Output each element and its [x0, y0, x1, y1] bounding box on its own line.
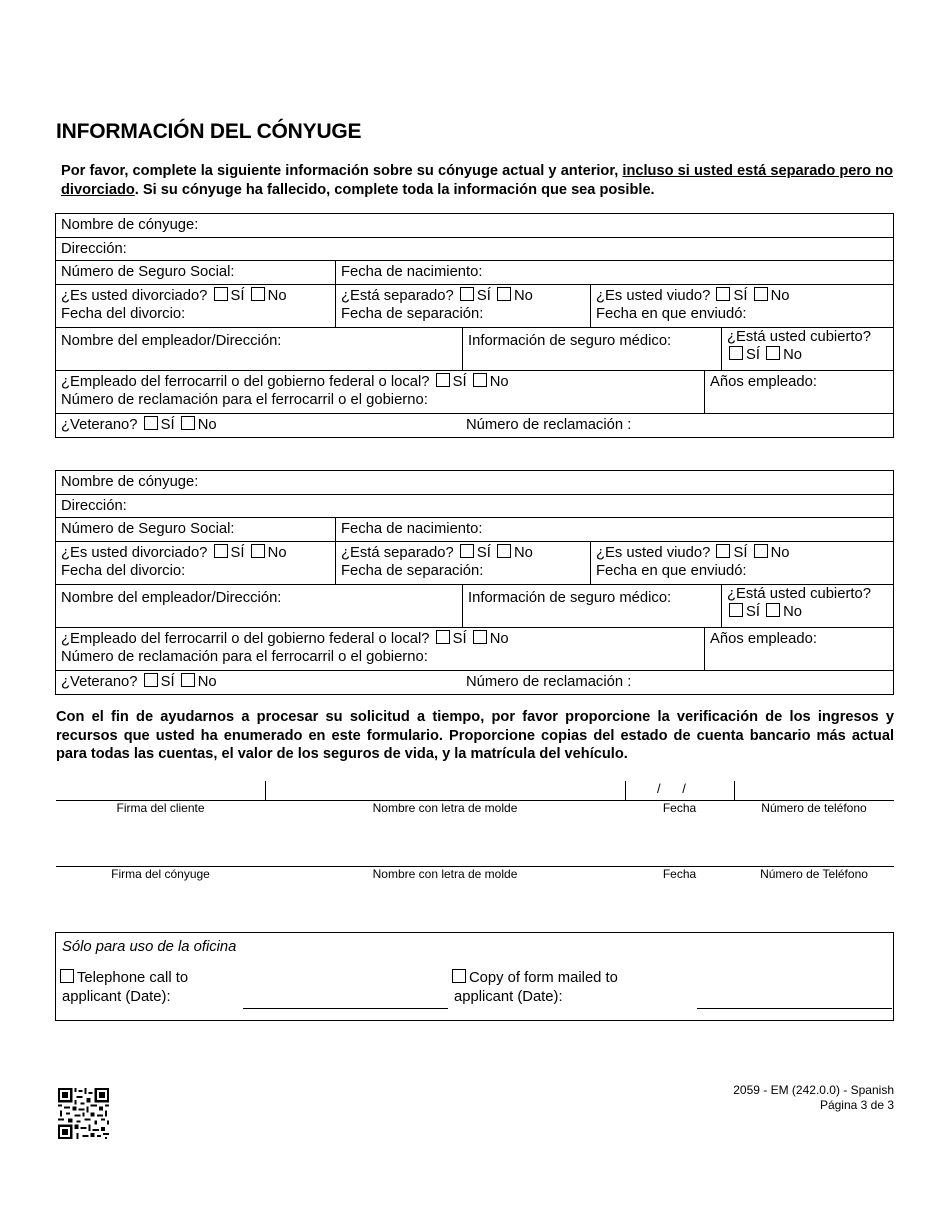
widowed-no-checkbox[interactable] — [754, 544, 768, 558]
divider — [265, 781, 266, 801]
no-label: No — [489, 374, 509, 390]
divorced-yes-checkbox[interactable] — [214, 287, 228, 301]
office-use-heading: Sólo para uso de la oficina — [62, 939, 237, 955]
copy-mailed-label-2: applicant (Date): — [454, 989, 563, 1005]
veteran-row — [56, 414, 893, 437]
yes-label: SÍ — [452, 631, 467, 647]
no-label: No — [197, 674, 217, 690]
claim-number-field[interactable] — [461, 671, 893, 694]
yes-label: SÍ — [733, 545, 748, 561]
ssn-field[interactable] — [56, 261, 335, 284]
separated-label: ¿Está separado? — [341, 288, 454, 304]
years-employed-field[interactable] — [704, 628, 893, 670]
veteran-no-checkbox[interactable] — [181, 416, 195, 430]
no-label: No — [513, 288, 533, 304]
insurance-field[interactable] — [462, 585, 721, 627]
no-label: No — [783, 604, 803, 620]
dob-label: Fecha de nacimiento: — [341, 264, 483, 280]
insurance-field[interactable] — [462, 328, 721, 370]
intro-text-1: Por favor, complete la siguiente información sobre su cónyuge actual y anterior, — [61, 163, 623, 179]
no-label: No — [197, 417, 217, 433]
claim-number-label: Número de reclamación : — [466, 674, 632, 690]
yes-label: SÍ — [452, 374, 467, 390]
covered-yes-checkbox[interactable] — [729, 346, 743, 360]
spouse-form-2 — [55, 470, 894, 695]
print-name-label: Nombre con letra de molde — [372, 867, 518, 881]
insurance-label: Información de seguro médico: — [468, 590, 672, 606]
separated-yes-checkbox[interactable] — [460, 544, 474, 558]
print-name-label: Nombre con letra de molde — [372, 801, 518, 815]
veteran-yes-checkbox[interactable] — [144, 673, 158, 687]
widowed-label: ¿Es usted viudo? — [596, 288, 711, 304]
dob-label: Fecha de nacimiento: — [341, 521, 483, 537]
employer-row — [56, 585, 893, 628]
yes-label: SÍ — [160, 674, 175, 690]
divorced-no-checkbox[interactable] — [251, 544, 265, 558]
covered-yes-checkbox[interactable] — [729, 603, 743, 617]
employer-row — [56, 328, 893, 371]
separated-no-checkbox[interactable] — [497, 544, 511, 558]
no-label: No — [783, 347, 803, 363]
verification-paragraph: Con el fin de ayudarnos a procesar su solicitud a tiempo, por favor proporcione la verificación de los ingresos y recursos que usted ha enumerado en este formulario. Proporcione copias del estado de cuenta bancario más actual para todas las cuentas, el valor de los seguros de vida, y la matrícula del vehículo. — [56, 709, 894, 762]
years-employed-label: Años empleado: — [710, 631, 817, 647]
address-label: Dirección: — [61, 241, 127, 257]
divider — [625, 781, 626, 801]
claim-number-label: Número de reclamación : — [466, 417, 632, 433]
yes-label: SÍ — [746, 604, 760, 620]
yes-label: SÍ — [160, 417, 175, 433]
ssn-label: Número de Seguro Social: — [61, 521, 235, 537]
date-label: Fecha — [662, 867, 697, 881]
ssn-field[interactable] — [56, 518, 335, 541]
separated-label: ¿Está separado? — [341, 545, 454, 561]
widowed-date-label: Fecha en que enviudó: — [596, 306, 747, 322]
separation-date-label: Fecha de separación: — [341, 563, 484, 579]
yes-label: SÍ — [476, 545, 491, 561]
spouse-phone-label: Número de Teléfono — [760, 867, 868, 881]
divorced-label: ¿Es usted divorciado? — [61, 545, 208, 561]
office-use-box — [55, 932, 894, 1021]
railroad-yes-checkbox[interactable] — [436, 373, 450, 387]
railroad-row — [56, 628, 893, 671]
yes-label: SÍ — [230, 288, 245, 304]
spouse-name-row[interactable] — [56, 471, 893, 495]
form-id: 2059 - EM (242.0.0) - Spanish — [733, 1083, 894, 1097]
no-label: No — [513, 545, 533, 561]
dob-field[interactable] — [335, 518, 893, 541]
copy-date-line[interactable] — [697, 1008, 892, 1009]
page-number: Página 3 de 3 — [819, 1098, 894, 1112]
marital-row — [56, 285, 893, 328]
veteran-yes-checkbox[interactable] — [144, 416, 158, 430]
separation-date-label: Fecha de separación: — [341, 306, 484, 322]
client-signature-label: Firma del cliente — [116, 801, 205, 815]
veteran-row — [56, 671, 893, 694]
railroad-claim-label: Número de reclamación para el ferrocarril o el gobierno: — [61, 649, 428, 665]
yes-label: SÍ — [733, 288, 748, 304]
separated-yes-checkbox[interactable] — [460, 287, 474, 301]
insurance-label: Información de seguro médico: — [468, 333, 672, 349]
no-label: No — [770, 288, 790, 304]
divorced-label: ¿Es usted divorciado? — [61, 288, 208, 304]
years-employed-label: Años empleado: — [710, 374, 817, 390]
railroad-label: ¿Empleado del ferrocarril o del gobierno federal o local? — [61, 631, 430, 647]
railroad-yes-checkbox[interactable] — [436, 630, 450, 644]
intro-text-2: . Si su cónyuge ha fallecido, complete toda la información que sea posible. — [134, 181, 655, 198]
qr-code-icon — [58, 1088, 109, 1139]
address-label: Dirección: — [61, 498, 127, 514]
spouse-name-row[interactable] — [56, 214, 893, 238]
ssn-dob-row — [56, 518, 893, 542]
covered-label: ¿Está usted cubierto? — [727, 329, 871, 345]
veteran-no-checkbox[interactable] — [181, 673, 195, 687]
no-label: No — [489, 631, 509, 647]
employer-field[interactable] — [56, 328, 462, 370]
employer-label: Nombre del empleador/Dirección: — [61, 590, 282, 606]
railroad-row — [56, 371, 893, 414]
intro-underlined: incluso si usted está separado pero no divorciado — [61, 163, 893, 198]
widowed-no-checkbox[interactable] — [754, 287, 768, 301]
employer-field[interactable] — [56, 585, 462, 627]
divorced-yes-checkbox[interactable] — [214, 544, 228, 558]
address-row[interactable] — [56, 238, 893, 261]
spouse-signature-label: Firma del cónyuge — [111, 867, 210, 881]
yes-label: SÍ — [746, 347, 760, 363]
client-phone-label: Número de teléfono — [761, 801, 867, 815]
covered-label: ¿Está usted cubierto? — [727, 586, 871, 602]
telephone-call-label: Telephone call to — [77, 970, 189, 986]
separated-no-checkbox[interactable] — [497, 287, 511, 301]
veteran-label: ¿Veterano? — [61, 674, 138, 690]
employer-label: Nombre del empleador/Dirección: — [61, 333, 282, 349]
covered-no-checkbox[interactable] — [766, 346, 780, 360]
yes-label: SÍ — [476, 288, 491, 304]
railroad-no-checkbox[interactable] — [473, 373, 487, 387]
page-title: INFORMACIÓN DEL CÓNYUGE — [56, 120, 362, 143]
spouse-name-label: Nombre de cónyuge: — [61, 474, 199, 490]
date-slashes: / / — [657, 781, 686, 796]
copy-mailed-item — [452, 969, 618, 1007]
telephone-date-line[interactable] — [243, 1008, 448, 1009]
no-label: No — [267, 545, 287, 561]
divider — [734, 781, 735, 801]
ssn-label: Número de Seguro Social: — [61, 264, 235, 280]
date-label: Fecha — [662, 801, 697, 815]
years-employed-field[interactable] — [704, 371, 893, 413]
dob-field[interactable] — [335, 261, 893, 284]
railroad-label: ¿Empleado del ferrocarril o del gobierno federal o local? — [61, 374, 430, 390]
divorced-no-checkbox[interactable] — [251, 287, 265, 301]
yes-label: SÍ — [230, 545, 245, 561]
telephone-call-item — [60, 969, 188, 1007]
widowed-date-label: Fecha en que enviudó: — [596, 563, 747, 579]
telephone-call-label-2: applicant (Date): — [62, 989, 171, 1005]
covered-no-checkbox[interactable] — [766, 603, 780, 617]
copy-mailed-checkbox[interactable] — [452, 969, 466, 983]
telephone-call-checkbox[interactable] — [60, 969, 74, 983]
footer — [733, 1083, 894, 1113]
address-row[interactable] — [56, 495, 893, 518]
railroad-no-checkbox[interactable] — [473, 630, 487, 644]
veteran-label: ¿Veterano? — [61, 417, 138, 433]
widowed-yes-checkbox[interactable] — [716, 287, 730, 301]
spouse-form-1 — [55, 213, 894, 438]
widowed-label: ¿Es usted viudo? — [596, 545, 711, 561]
spouse-name-label: Nombre de cónyuge: — [61, 217, 199, 233]
divorce-date-label: Fecha del divorcio: — [61, 563, 186, 579]
no-label: No — [267, 288, 287, 304]
railroad-claim-label: Número de reclamación para el ferrocarril o el gobierno: — [61, 392, 428, 408]
marital-row — [56, 542, 893, 585]
claim-number-field[interactable] — [461, 414, 893, 437]
widowed-yes-checkbox[interactable] — [716, 544, 730, 558]
intro-paragraph — [61, 162, 893, 199]
no-label: No — [770, 545, 790, 561]
divorce-date-label: Fecha del divorcio: — [61, 306, 186, 322]
copy-mailed-label: Copy of form mailed to — [469, 970, 618, 986]
ssn-dob-row — [56, 261, 893, 285]
